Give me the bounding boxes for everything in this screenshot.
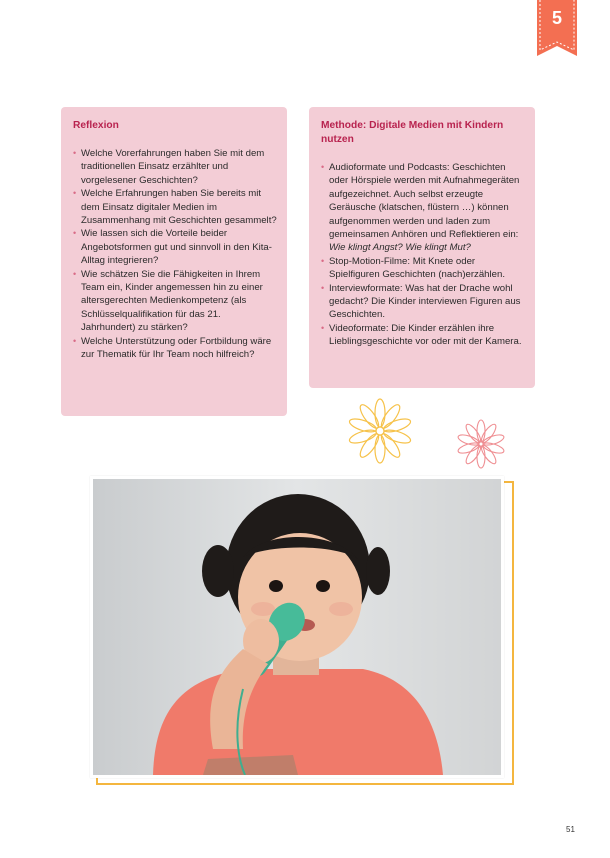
bullet-icon: • [321,322,325,333]
yellow-flower-icon [344,397,416,465]
reflexion-title: Reflexion [73,120,119,131]
methode-box [309,107,535,388]
methode-title: Methode: Digitale Medien mit Kindern nutzen [321,120,504,145]
reflexion-box [61,107,287,416]
list-item: • Stop-Motion-Filme: Mit Knete oder Spielfiguren Geschichten (nach)erzählen. [321,255,505,281]
bullet-icon: • [321,282,325,293]
list-item: • Welche Erfahrungen haben Sie bereits mit dem Einsatz digitaler Medien im Zusammenhang mit Geschichten gesammelt? [73,188,277,227]
pink-flower-icon [454,418,508,470]
bullet-icon: • [73,188,77,199]
bullet-icon: • [73,228,77,239]
list-item: • Welche Unterstützung oder Fortbildung wäre zur Thematik für Ihr Team noch hilfreich? [73,335,272,361]
list-item: • Audioformate und Podcasts: Geschichten oder Hörspiele werden mit Aufnahmegeräten aufgezeichnet. Auch selbst erzeugte Geräusche (klatschen, flüstern …) können aufgenommen werden und laden zum gemeinsamen Anhören und Reflektieren ein: Wie klingt Angst? Wie klingt Mut? [321,162,520,254]
chapter-number: 5 [551,8,562,28]
bullet-icon: • [73,335,77,346]
list-item: • Videoformate: Die Kinder erzählen ihre Lieblingsgeschichte vor oder mit der Kamera. [321,322,522,348]
list-item: • Wie schätzen Sie die Fähigkeiten in Ihrem Team ein, Kinder angemessen hin zu einer altersgerechten Medienkompetenz (als Schlüsselqualifikation für das 21. Jahrhundert) zu stärken? [73,268,263,334]
child-with-microphone-illustration [93,479,501,775]
chapter-tab [537,0,577,56]
photo-child-microphone [90,476,504,778]
list-item: • Welche Vorerfahrungen haben Sie mit dem traditionellen Einsatz erzählter und vorgelesener Geschichten? [73,148,265,186]
bullet-icon: • [73,148,77,158]
bullet-icon: • [321,255,325,266]
list-item: • Interviewformate: Was hat der Drache wohl gedacht? Die Kinder interviewen Figuren aus Geschichten. [321,282,521,321]
list-item: • Wie lassen sich die Vorteile beider Angebotsformen gut und sinnvoll in den Kita-Alltag integrieren? [73,228,272,267]
methode-list [321,161,525,349]
bullet-icon: • [321,162,325,172]
reflexion-list [73,147,277,362]
bullet-icon: • [73,268,77,279]
page-number: 51 [566,825,575,834]
